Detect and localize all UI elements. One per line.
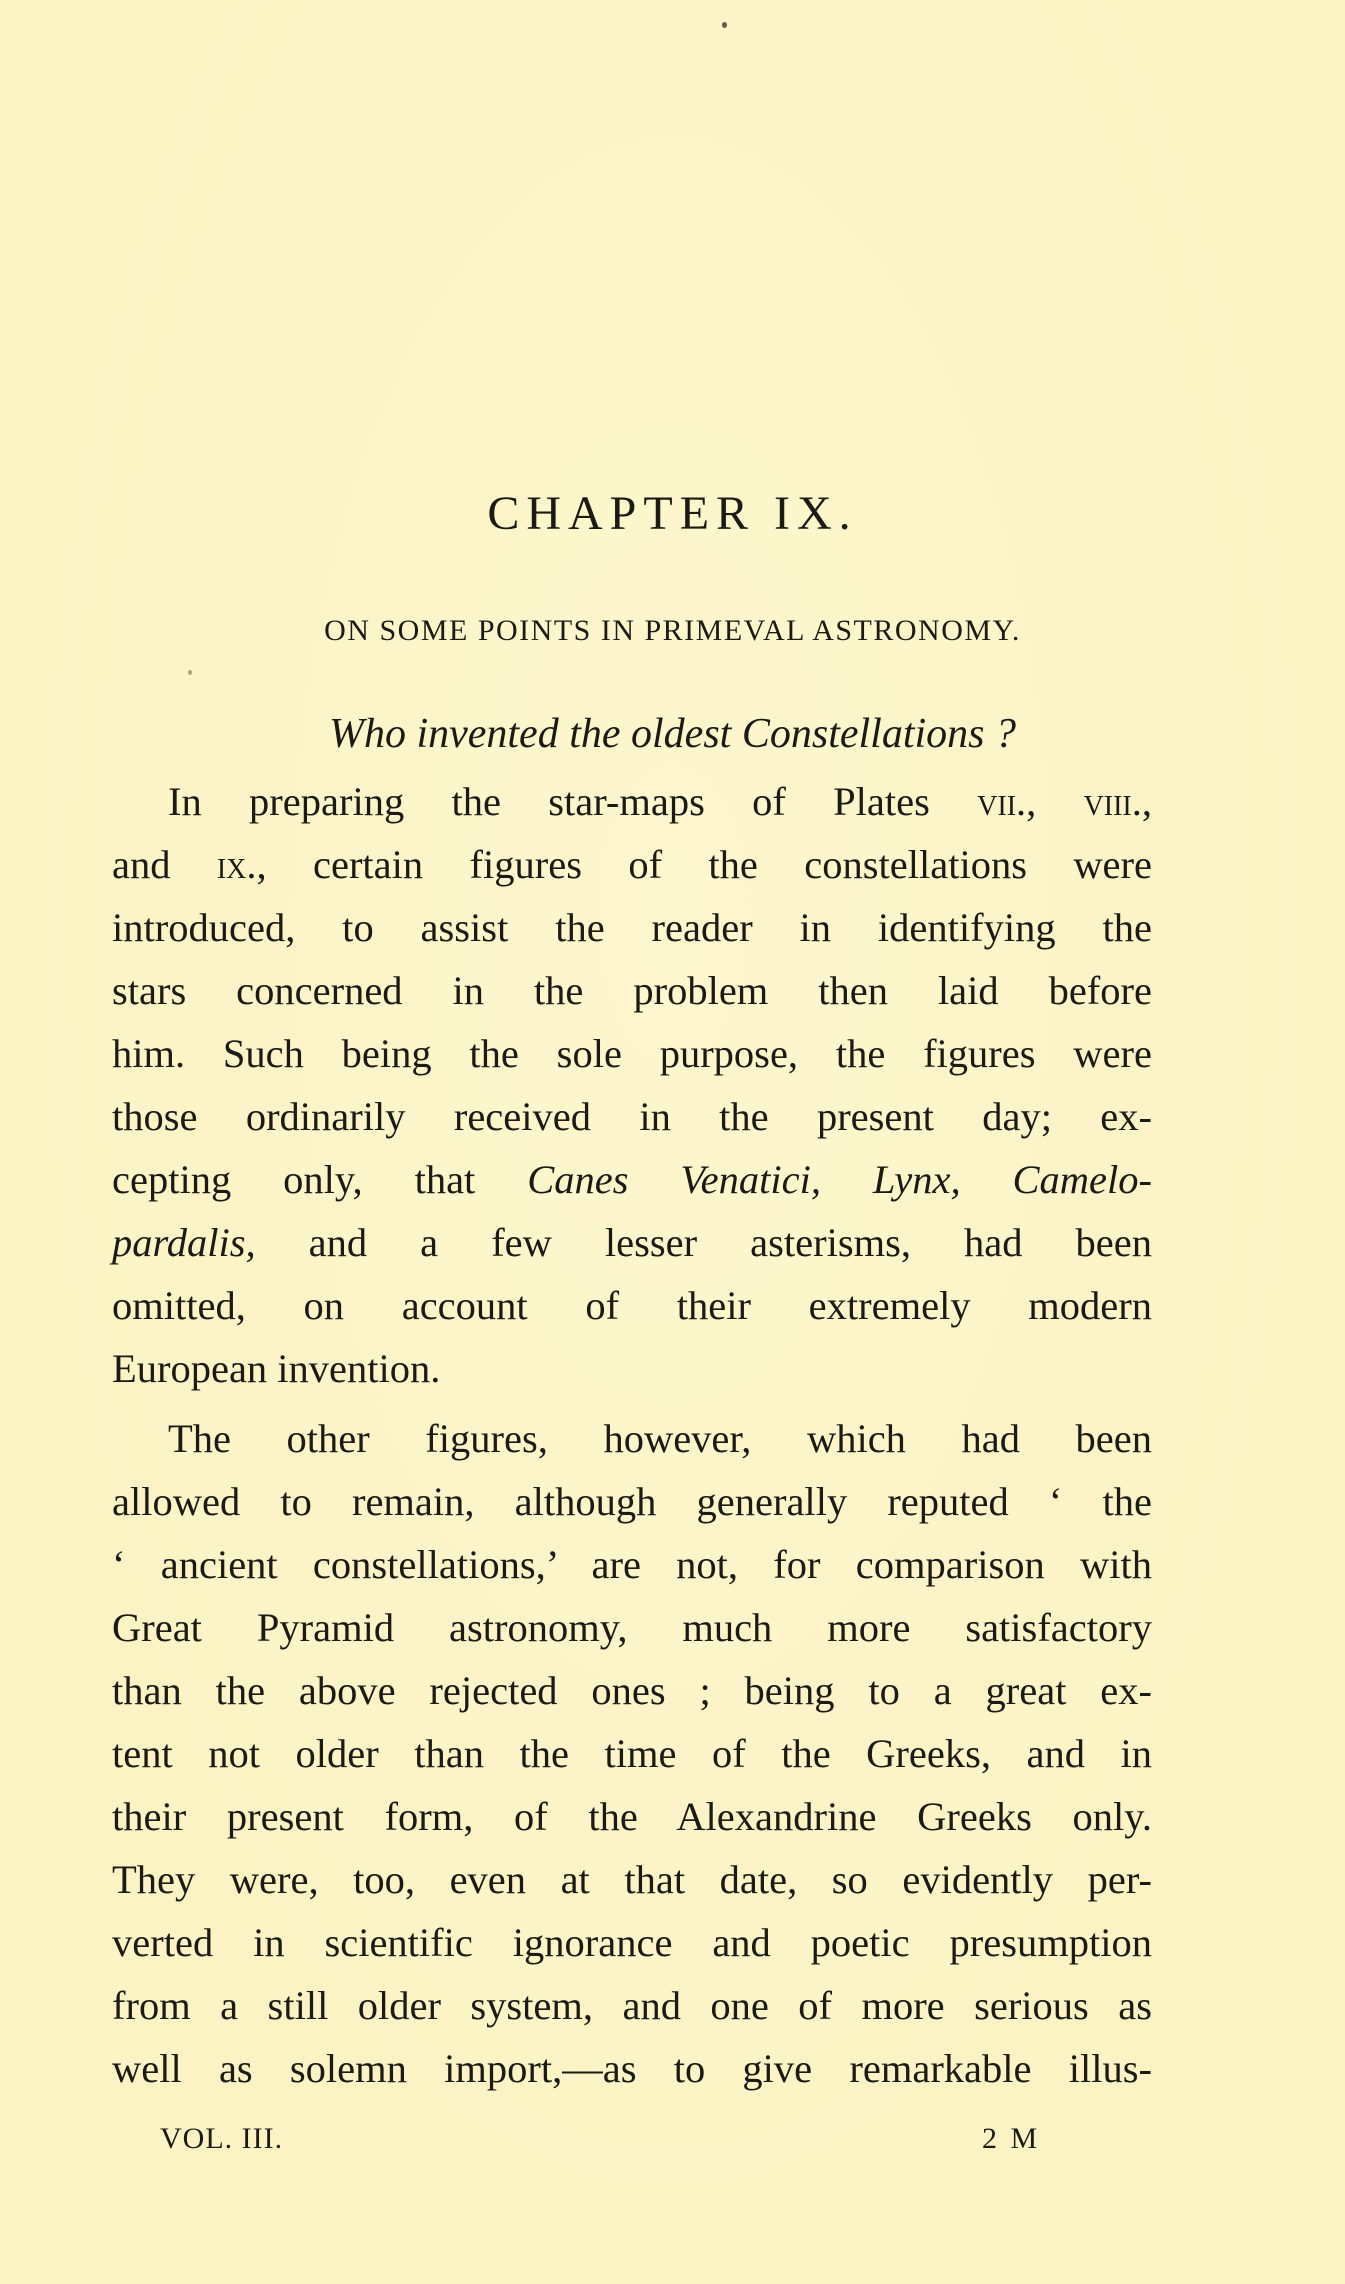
chapter-title: CHAPTER IX. bbox=[487, 487, 858, 540]
drop-cap-word: In bbox=[168, 779, 202, 824]
text-line: stars concerned in the problem then laid before bbox=[112, 968, 1152, 1013]
text-line: ‘ ancient constellations,’ are not, for comparison with bbox=[112, 1542, 1152, 1587]
text-line: In preparing the star-maps of Plates vii., viii., bbox=[168, 779, 1153, 824]
text-line: him. Such being the sole purpose, the figures were bbox=[112, 1031, 1152, 1076]
text-line: They were, too, even at that date, so evidently per- bbox=[112, 1857, 1152, 1902]
text-line: well as solemn import,—as to give remarkable illus- bbox=[112, 2046, 1152, 2091]
ink-speck bbox=[188, 670, 192, 675]
text-line: those ordinarily received in the present day; ex- bbox=[112, 1094, 1152, 1139]
text-line: from a still older system, and one of more serious as bbox=[112, 1983, 1152, 2028]
text-line: introduced, to assist the reader in identifying the bbox=[112, 905, 1152, 950]
text-line: Great Pyramid astronomy, much more satisfactory bbox=[112, 1605, 1152, 1650]
text-line: tent not older than the time of the Greeks, and in bbox=[112, 1731, 1152, 1776]
section-heading: Who invented the oldest Constellations ? bbox=[328, 711, 1017, 757]
text-line: The other figures, however, which had been bbox=[168, 1416, 1152, 1461]
text-line: pardalis, and a few lesser asterisms, had been bbox=[112, 1220, 1152, 1265]
volume-number: VOL. III. bbox=[160, 2122, 284, 2155]
text-line: cepting only, that Canes Venatici, Lynx, Camelo- bbox=[112, 1157, 1152, 1202]
text-line: omitted, on account of their extremely modern bbox=[112, 1283, 1152, 1328]
text-line: their present form, of the Alexandrine Greeks only. bbox=[112, 1794, 1152, 1839]
text-line: European invention. bbox=[112, 1346, 441, 1391]
ink-speck bbox=[722, 22, 727, 28]
text-line: verted in scientific ignorance and poetic presumption bbox=[112, 1920, 1152, 1965]
text-line: allowed to remain, although generally reputed ‘ the bbox=[112, 1479, 1152, 1524]
signature-mark: 2 M bbox=[982, 2122, 1041, 2155]
chapter-subtitle: ON SOME POINTS IN PRIMEVAL ASTRONOMY. bbox=[324, 614, 1021, 647]
text-line: than the above rejected ones ; being to a great ex- bbox=[112, 1668, 1152, 1713]
text-line: and ix., certain figures of the constellations were bbox=[112, 842, 1152, 887]
